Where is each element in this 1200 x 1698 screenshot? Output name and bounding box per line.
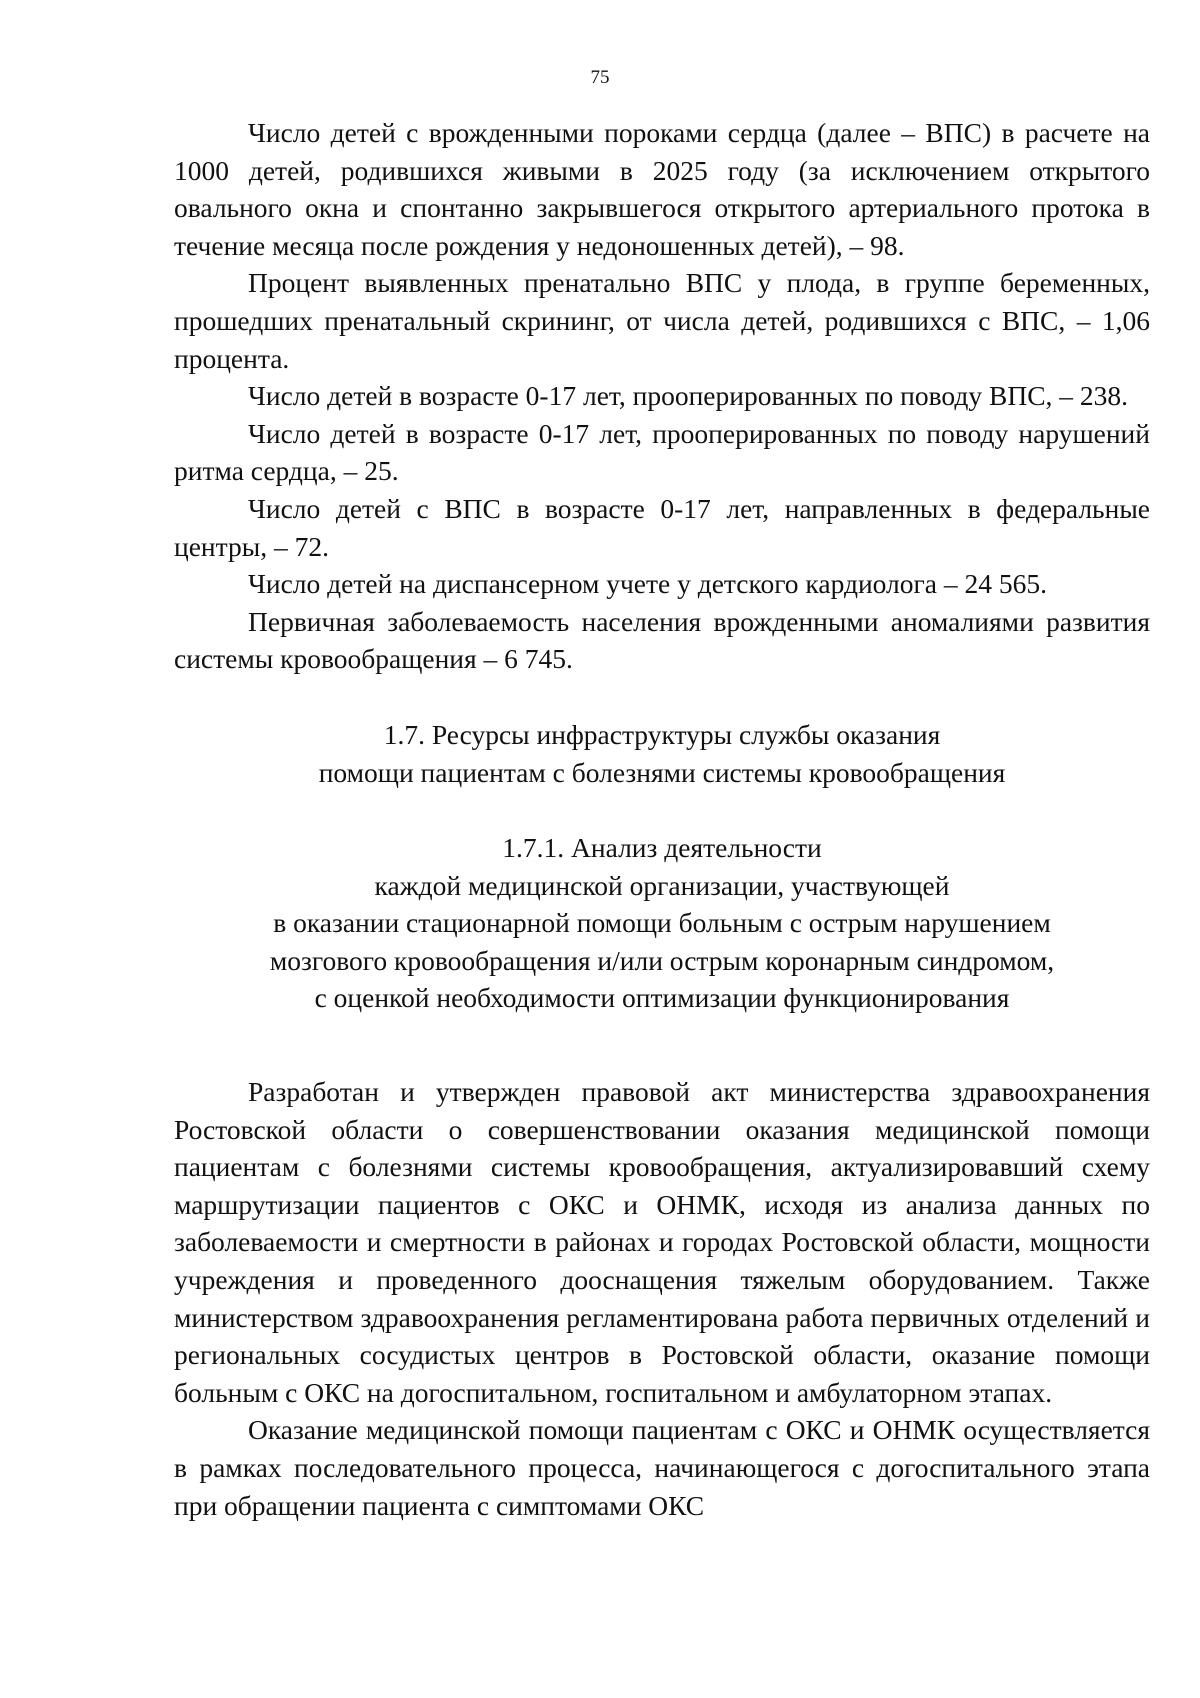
paragraph-dispensary: Число детей на диспансерном учете у детского кардиолога – 24 565.	[248, 568, 1048, 600]
body-text-lower	[174, 1073, 1150, 1524]
paragraph-operated-rhythm: Число детей в возрасте 0-17 лет, прооперированных по поводу нарушений ритма сердца, – 25.	[174, 417, 1150, 487]
section-heading-line-2: помощи пациентам с болезнями системы кровообращения	[318, 756, 1006, 788]
subsection-heading	[174, 829, 1150, 1017]
subsection-heading-line-2: каждой медицинской организации, участвующей	[374, 869, 950, 901]
paragraph-care-process: Оказание медицинской помощи пациентам с ОКС и ОНМК осуществляется в рамках последовательного процесса, начинающегося с догоспитального этапа при обращении пациента с симптомами ОКС	[174, 1414, 1150, 1521]
paragraph-vps-per-1000: Число детей с врожденными пороками сердца (далее – ВПС) в расчете на 1000 детей, родившихся живыми в 2025 году (за исключением открытого овального окна и спонтанно закрывшегося открытого артериального протока в течение месяца после рождения у недоношенных детей), – 98.	[174, 117, 1150, 261]
subsection-heading-line-5: с оценкой необходимости оптимизации функционирования	[314, 982, 1010, 1014]
paragraph-legal-act: Разработан и утвержден правовой акт министерства здравоохранения Ростовской области о совершенствовании оказания медицинской помощи пациентам с болезнями системы кровообращения, актуализировавший схему маршрутизации пациентов с ОКС и ОНМК, исходя из анализа данных по заболеваемости и смертности в районах и городах Ростовской области, мощности учреждения и проведенного дооснащения тяжелым оборудованием. Также министерством здравоохранения регламентирована работа первичных отделений и региональных сосудистых центров в Ростовской области, оказание помощи больным с ОКС на догоспитальном, госпитальном и амбулаторном этапах.	[174, 1076, 1150, 1408]
paragraph-operated-vps: Число детей в возрасте 0-17 лет, прооперированных по поводу ВПС, – 238.	[248, 380, 1129, 412]
paragraph-primary-incidence: Первичная заболеваемость населения врожденными аномалиями развития системы кровообращения – 6 745.	[174, 605, 1150, 675]
page-number: 75	[590, 67, 610, 88]
paragraph-federal-centers: Число детей с ВПС в возрасте 0-17 лет, направленных в федеральные центры, – 72.	[174, 492, 1150, 562]
subsection-heading-line-4: мозгового кровообращения и/или острым коронарным синдромом,	[269, 944, 1055, 976]
subsection-heading-line-3: в оказании стационарной помощи больным с острым нарушением	[273, 907, 1051, 939]
subsection-heading-line-1: 1.7.1. Анализ деятельности	[502, 832, 822, 864]
paragraph-prenatal-detection: Процент выявленных пренатально ВПС у плода, в группе беременных, прошедших пренатальный скрининг, от числа детей, родившихся с ВПС, – 1,06 процента.	[174, 267, 1150, 374]
section-heading-line-1: 1.7. Ресурсы инфраструктуры службы оказания	[383, 718, 941, 750]
section-heading	[174, 716, 1150, 791]
page-body	[174, 114, 1150, 1524]
